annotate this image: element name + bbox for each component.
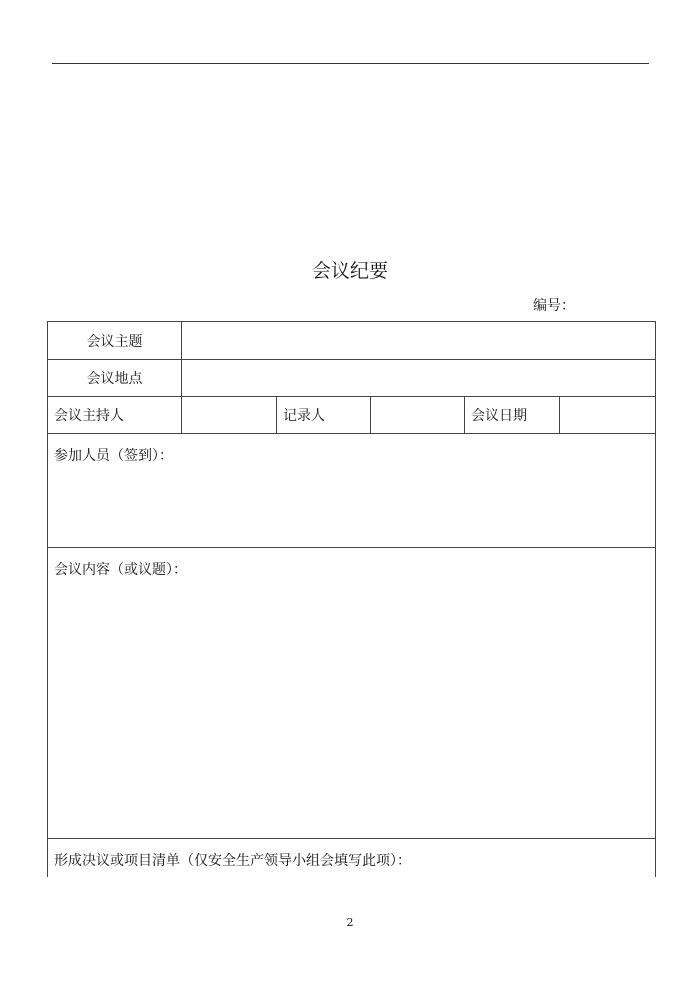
topic-row bbox=[48, 322, 655, 360]
header-rule bbox=[52, 63, 649, 64]
resolutions-row[interactable] bbox=[48, 839, 655, 877]
recorder-label: 记录人 bbox=[277, 397, 371, 433]
host-label: 会议主持人 bbox=[48, 397, 182, 433]
serial-number-label: 编号： bbox=[533, 298, 575, 314]
date-label: 会议日期 bbox=[465, 397, 560, 433]
content-row[interactable] bbox=[48, 548, 655, 839]
page-number: 2 bbox=[346, 916, 354, 929]
document-title: 会议纪要 bbox=[311, 260, 388, 282]
date-value-field[interactable] bbox=[560, 397, 655, 433]
location-value-field[interactable] bbox=[182, 360, 655, 396]
content-label: 会议内容（或议题）： bbox=[54, 562, 187, 578]
topic-value-field[interactable] bbox=[182, 322, 655, 359]
location-row bbox=[48, 360, 655, 397]
meeting-minutes-form bbox=[47, 321, 656, 877]
host-value-field[interactable] bbox=[182, 397, 277, 433]
recorder-value-field[interactable] bbox=[371, 397, 465, 433]
topic-label: 会议主题 bbox=[48, 322, 182, 359]
resolutions-label: 形成决议或项目清单（仅安全生产领导小组会填写此项）： bbox=[54, 853, 411, 869]
location-label: 会议地点 bbox=[48, 360, 182, 396]
attendees-label: 参加人员（签到）： bbox=[54, 448, 173, 464]
host-recorder-date-row bbox=[48, 397, 655, 434]
attendees-row[interactable] bbox=[48, 434, 655, 548]
